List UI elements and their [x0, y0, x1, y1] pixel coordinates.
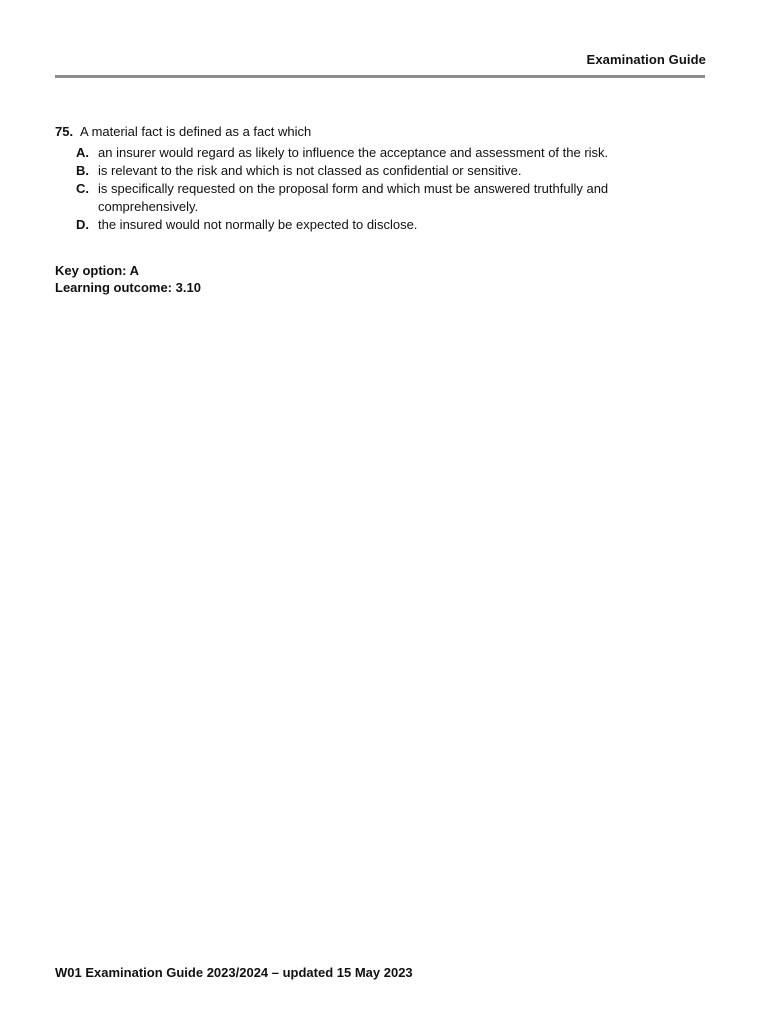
question-stem: A material fact is defined as a fact which	[80, 124, 312, 139]
answer-options-list	[76, 144, 705, 234]
option-text: is relevant to the risk and which is not classed as confidential or sensitive.	[98, 163, 522, 178]
option-letter: C.	[76, 181, 89, 196]
key-option: Key option: A	[55, 263, 140, 278]
option-letter: D.	[76, 217, 89, 232]
option-d	[76, 216, 705, 234]
option-b	[76, 162, 705, 180]
option-text: is specifically requested on the proposal form and which must be answered truthfully and comprehensively.	[98, 181, 609, 214]
header-divider	[55, 75, 705, 78]
question-number: 75.	[55, 124, 74, 139]
option-text: the insured would not normally be expected to disclose.	[98, 217, 418, 232]
option-text: an insurer would regard as likely to influence the acceptance and assessment of the risk.	[98, 145, 609, 160]
learning-outcome: Learning outcome: 3.10	[55, 280, 201, 295]
page-footer: W01 Examination Guide 2023/2024 – updated 15 May 2023	[55, 965, 413, 980]
option-c	[76, 180, 705, 216]
option-a	[76, 144, 705, 162]
question-stem-line	[55, 123, 705, 141]
option-letter: B.	[76, 163, 89, 178]
option-letter: A.	[76, 145, 89, 160]
answer-block	[55, 262, 201, 296]
question-block	[55, 123, 705, 234]
header-title: Examination Guide	[586, 52, 706, 67]
